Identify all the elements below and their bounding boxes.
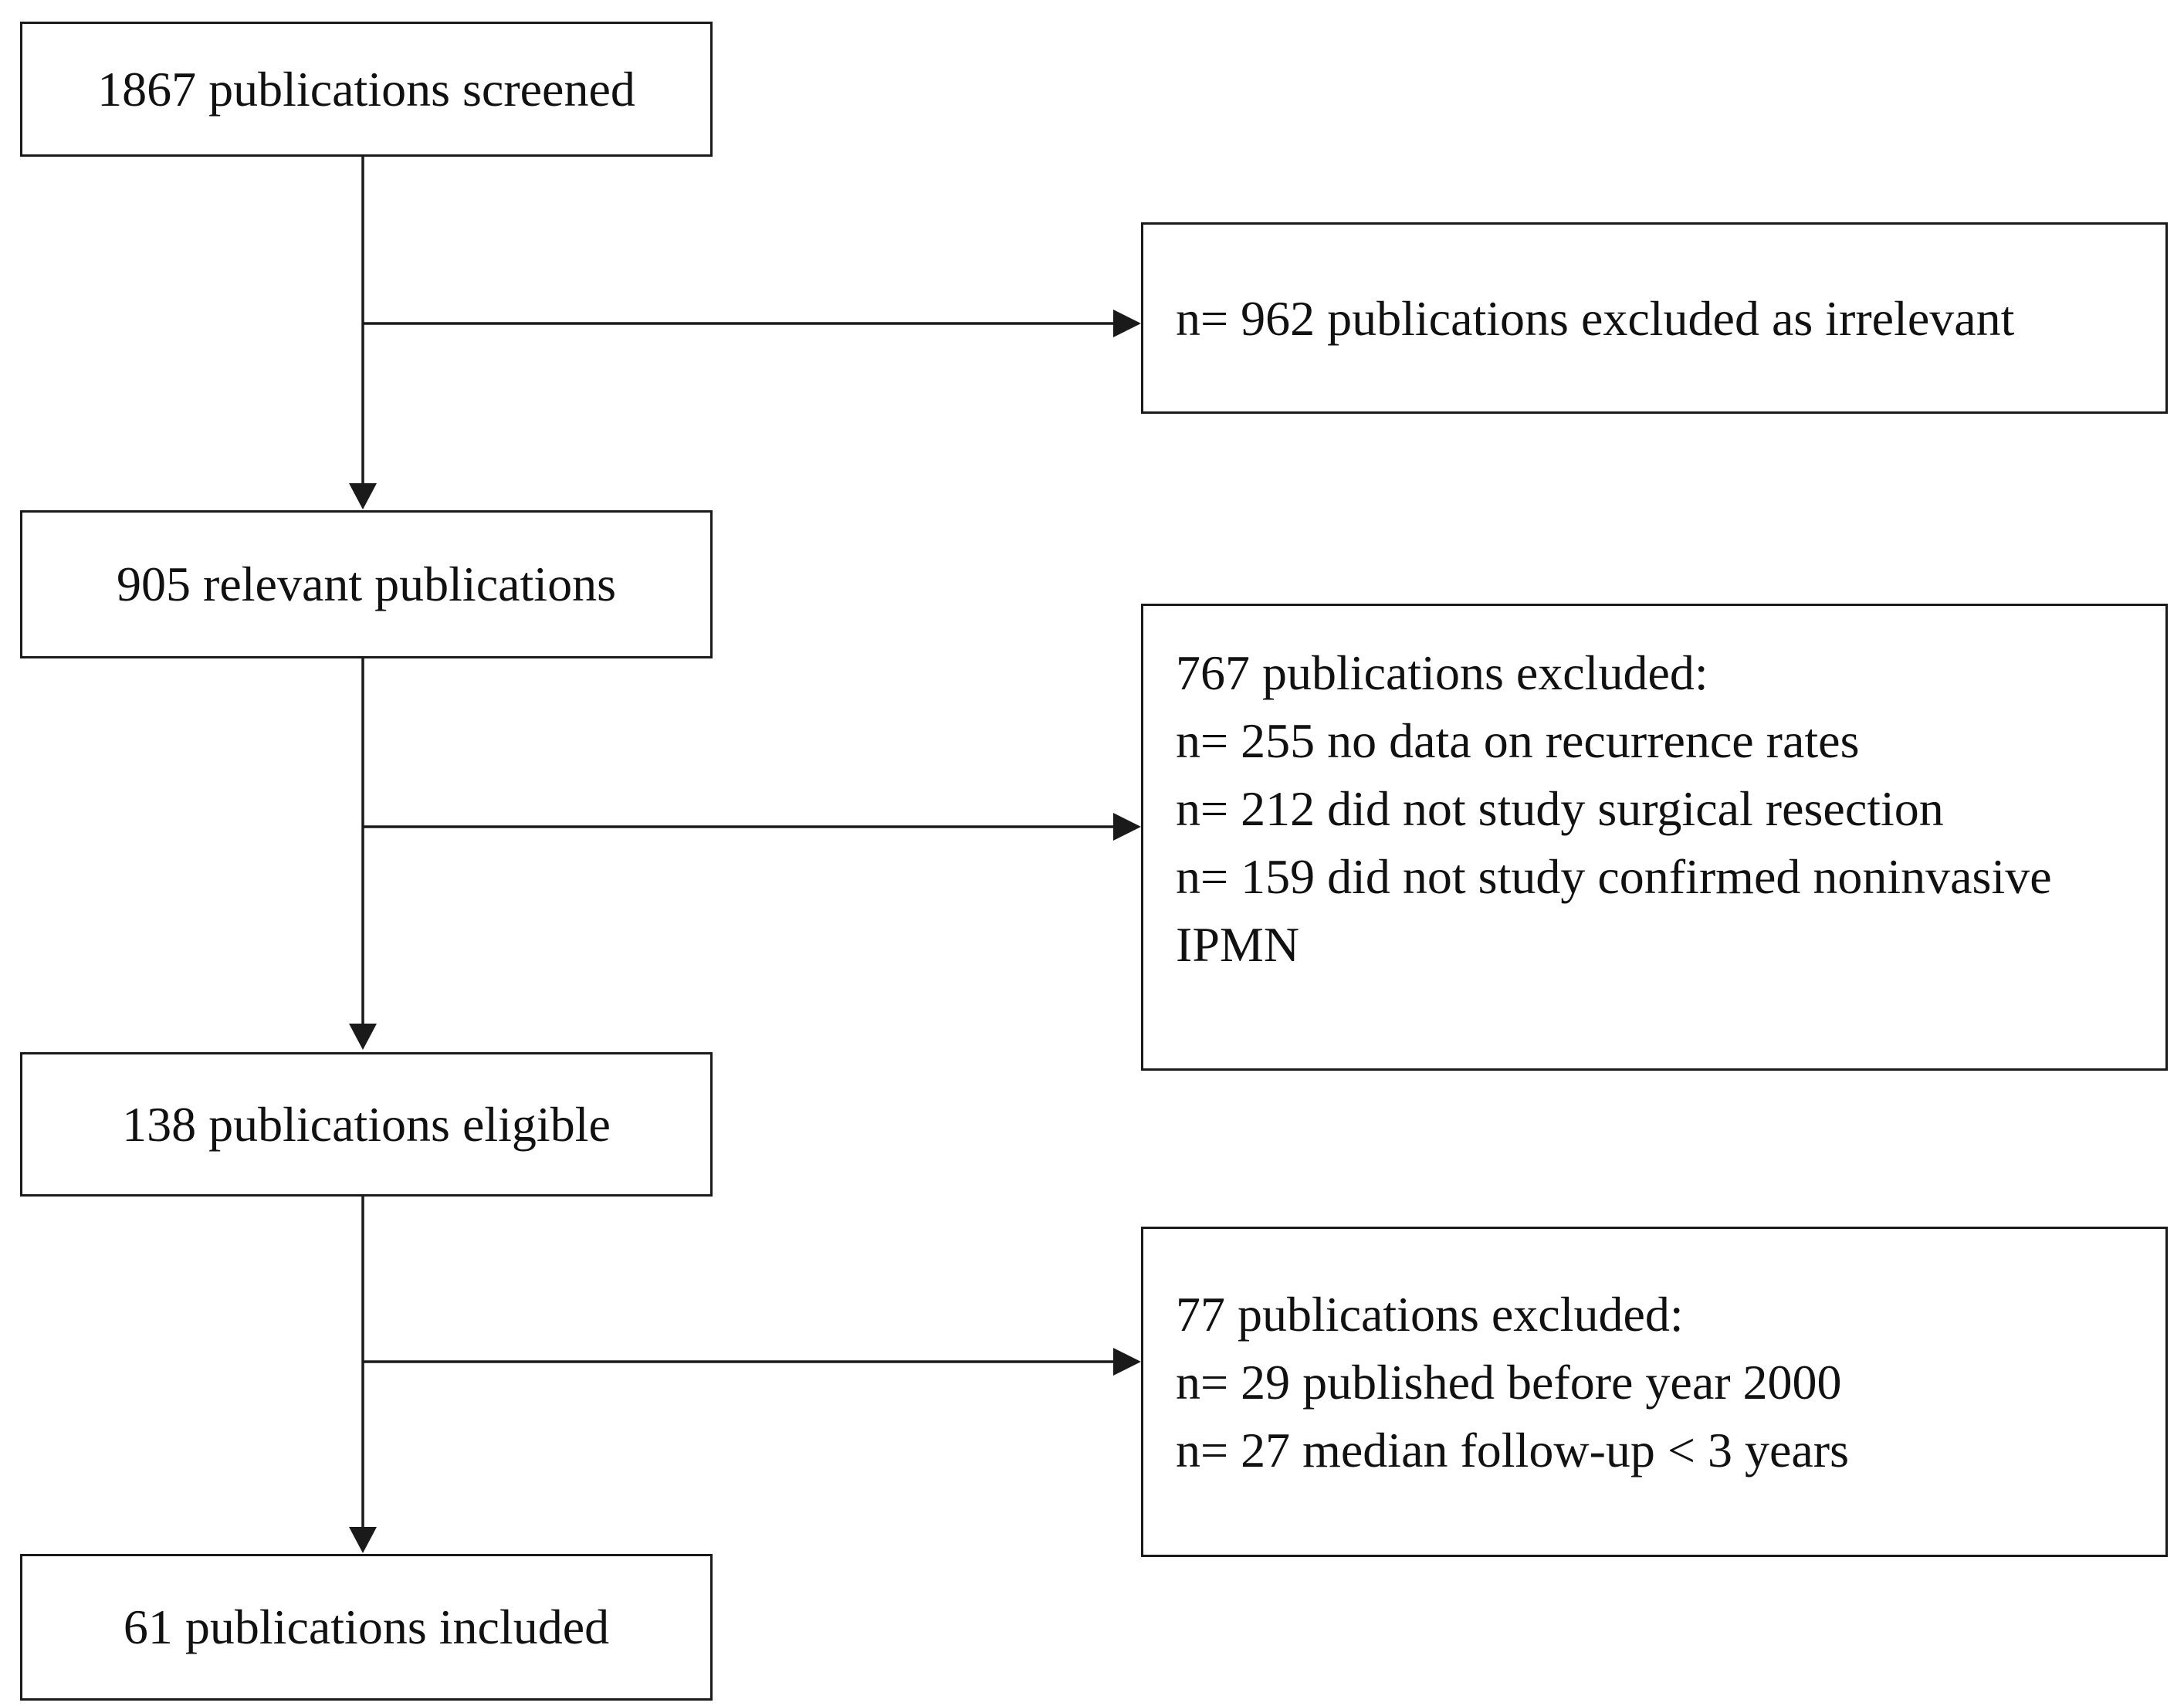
exclusion-line: IPMN (1176, 917, 1300, 972)
step-box-eligible (20, 1052, 713, 1197)
exclusion-box-criteria (1141, 604, 2168, 1071)
exclusion-line: n= 255 no data on recurrence rates (1176, 713, 1860, 768)
arrowhead-right-3 (1113, 1348, 1141, 1376)
exclusion-line: n= 962 publications excluded as irrelevant (1176, 291, 2015, 346)
arrowhead-right-1 (1113, 310, 1141, 337)
step-box-relevant (20, 510, 713, 658)
exclusion-line: n= 212 did not study surgical resection (1176, 781, 1944, 836)
exclusion-heading: 767 publications excluded: (1176, 645, 1708, 700)
exclusion-line: n= 29 published before year 2000 (1176, 1355, 1842, 1410)
exclusion-box-followup (1141, 1227, 2168, 1557)
arrowhead-down-3 (349, 1527, 377, 1553)
arrowhead-down-1 (349, 483, 377, 509)
exclusion-line: n= 27 median follow-up < 3 years (1176, 1423, 1849, 1478)
step-box-included (20, 1554, 713, 1701)
arrowhead-right-2 (1113, 813, 1141, 841)
step-box-screened (20, 22, 713, 157)
step-label-eligible: 138 publications eligible (122, 1096, 611, 1152)
step-label-screened: 1867 publications screened (97, 61, 635, 117)
step-label-relevant: 905 relevant publications (117, 557, 616, 611)
arrowhead-down-2 (349, 1024, 377, 1050)
step-label-included: 61 publications included (123, 1599, 610, 1654)
exclusion-box-irrelevant (1141, 222, 2168, 414)
exclusion-line: n= 159 did not study confirmed noninvasive (1176, 849, 2052, 904)
exclusion-heading: 77 publications excluded: (1176, 1287, 1684, 1342)
